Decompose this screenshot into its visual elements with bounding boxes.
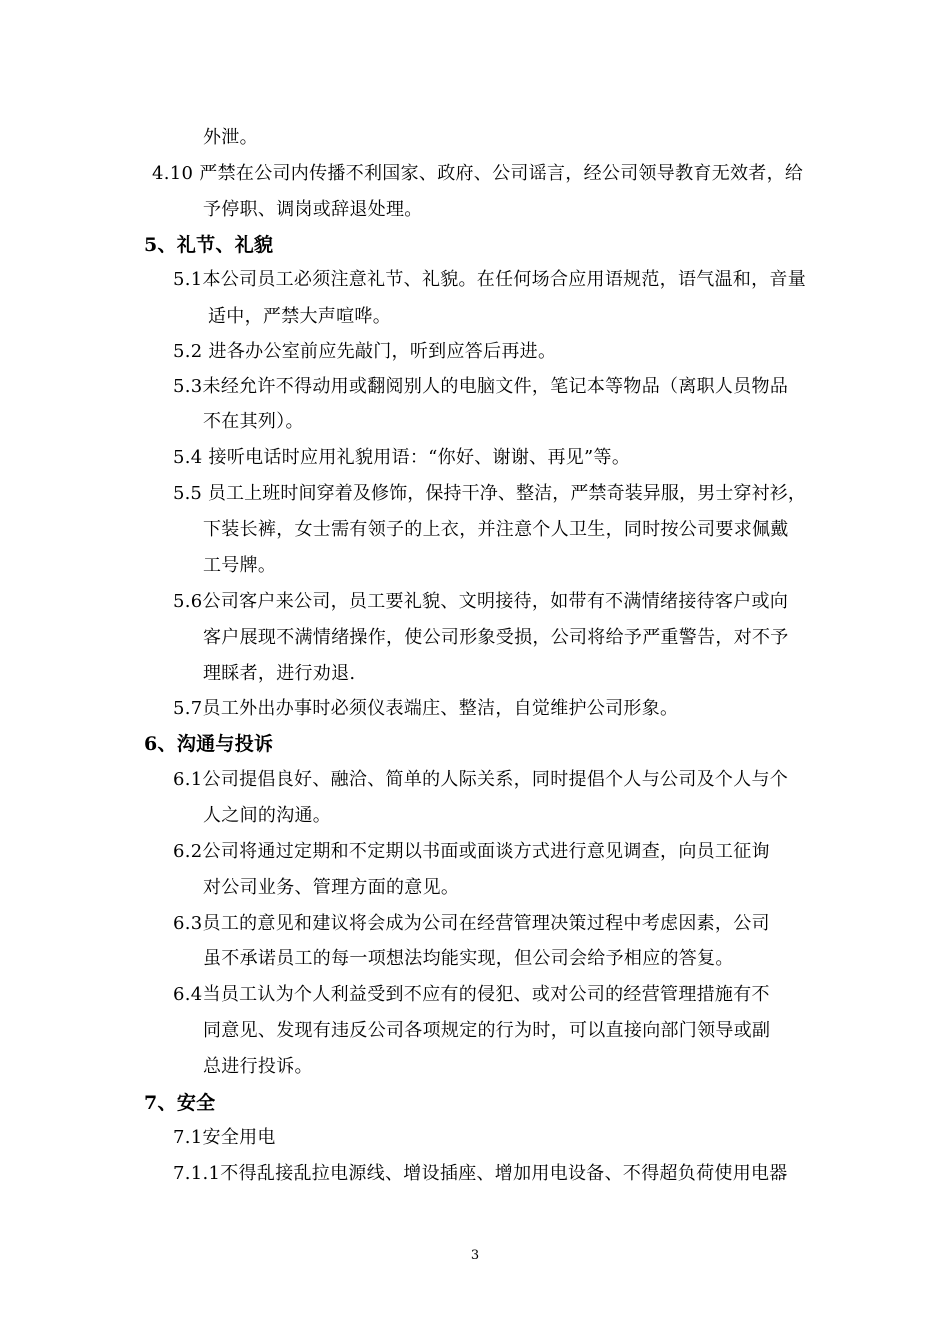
body-line: 外泄。: [203, 127, 258, 148]
body-line: 5.5 员工上班时间穿着及修饰，保持干净、整洁，严禁奇装异服，男士穿衬衫，: [173, 483, 806, 504]
body-line: 适中，严禁大声喧哗。: [208, 306, 391, 327]
body-line: 5.4 接听电话时应用礼貌用语：“你好、谢谢、再见”等。: [173, 447, 631, 468]
body-line: 5.3未经允许不得动用或翻阅别人的电脑文件，笔记本等物品（离职人员物品: [173, 376, 789, 397]
body-line: 6.3员工的意见和建议将会成为公司在经营管理决策过程中考虑因素，公司: [173, 913, 770, 934]
body-line: 6.1公司提倡良好、融洽、简单的人际关系，同时提倡个人与公司及个人与个: [173, 769, 789, 790]
body-line: 6.2公司将通过定期和不定期以书面或面谈方式进行意见调查，向员工征询: [173, 841, 770, 862]
body-line: 工号牌。: [203, 555, 277, 576]
body-line: 虽不承诺员工的每一项想法均能实现，但公司会给予相应的答复。: [203, 948, 734, 969]
body-line: 4.10 严禁在公司内传播不利国家、政府、公司谣言，经公司领导教育无效者，给: [152, 163, 804, 184]
body-line: 6.4当员工认为个人利益受到不应有的侵犯、或对公司的经营管理措施有不: [173, 984, 770, 1005]
body-line: 7.1安全用电: [173, 1127, 276, 1148]
body-line: 5.7员工外出办事时必须仪表端庄、整洁，自觉维护公司形象。: [173, 698, 679, 719]
body-line: 5.6公司客户来公司，员工要礼貌、文明接待，如带有不满情绪接待客户或向: [173, 591, 789, 612]
page-number: 3: [470, 1248, 480, 1263]
body-line: 下装长裤，女士需有领子的上衣，并注意个人卫生，同时按公司要求佩戴: [203, 519, 789, 540]
section-heading: 5、礼节、礼貌: [144, 234, 274, 256]
body-line: 不在其列）。: [203, 411, 304, 432]
section-heading: 7、安全: [144, 1092, 216, 1114]
section-heading: 6、沟通与投诉: [144, 733, 274, 755]
body-line: 予停职、调岗或辞退处理。: [203, 199, 423, 220]
body-line: 理睬者，进行劝退.: [203, 663, 356, 684]
body-line: 5.1本公司员工必须注意礼节、礼貌。在任何场合应用语规范，语气温和，音量: [173, 269, 806, 290]
body-line: 同意见、发现有违反公司各项规定的行为时，可以直接向部门领导或副: [203, 1020, 771, 1041]
body-line: 对公司业务、管理方面的意见。: [203, 877, 460, 898]
body-line: 客户展现不满情绪操作，使公司形象受损，公司将给予严重警告，对不予: [203, 627, 789, 648]
body-line: 5.2 进各办公室前应先敲门，听到应答后再进。: [173, 341, 557, 362]
body-line: 人之间的沟通。: [203, 805, 332, 826]
body-line: 总进行投诉。: [203, 1056, 313, 1077]
body-line: 7.1.1不得乱接乱拉电源线、增设插座、增加用电设备、不得超负荷使用电器: [173, 1163, 788, 1184]
